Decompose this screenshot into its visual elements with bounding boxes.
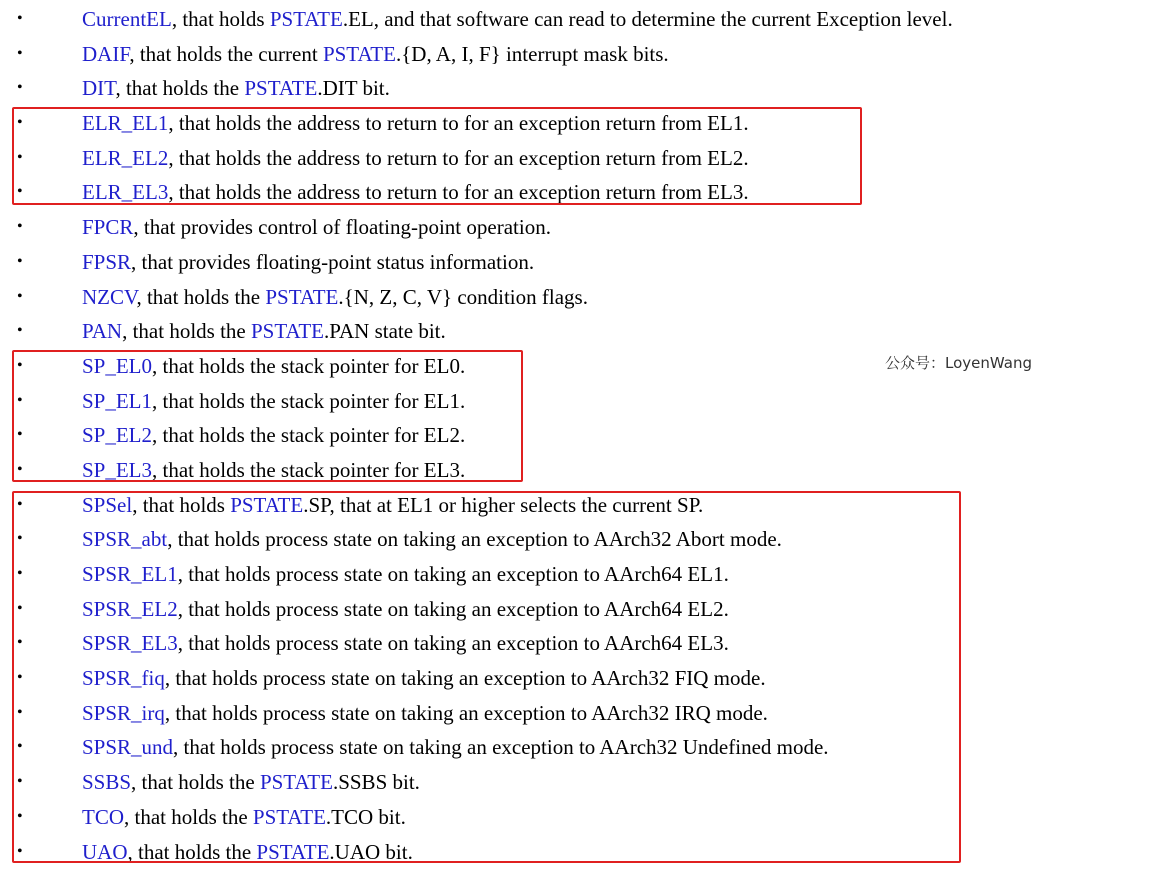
bullet-icon: • [17,773,23,791]
bullet-icon: • [17,322,23,340]
register-link[interactable]: TCO [82,804,124,829]
register-description: , that holds process state on taking an exception to AArch64 EL3. [177,631,729,656]
pstate-link[interactable]: PSTATE [252,804,326,829]
register-link[interactable]: DAIF [82,41,130,66]
bullet-icon: • [17,252,23,270]
pstate-field-description: .PAN state bit. [324,319,446,344]
item-text [82,2,953,37]
register-link[interactable]: SPSR_fiq [82,666,165,691]
register-description: , that provides control of floating-point operation. [133,215,551,240]
bullet-icon: • [17,44,23,62]
register-description: , that holds the [115,76,245,101]
register-description: , that holds process state on taking an exception to AArch32 Abort mode. [167,527,782,552]
pstate-field-description: .TCO bit. [325,804,406,829]
register-description: , that holds the stack pointer for EL2. [152,423,466,448]
register-link[interactable]: SPSR_und [82,735,174,760]
register-link[interactable]: SPSel [82,492,133,517]
register-description: , that holds the [136,284,266,309]
item-text [82,106,749,141]
register-description: , that holds the [124,804,253,829]
register-link[interactable]: SP_EL3 [82,457,153,482]
pstate-link[interactable]: PSTATE [265,284,339,309]
item-text [82,37,669,72]
bullet-icon: • [17,183,23,201]
register-link[interactable]: FPSR [82,249,132,274]
bullet-icon: • [17,530,23,548]
item-text [82,522,782,557]
pstate-field-description: .{N, Z, C, V} condition flags. [338,284,588,309]
register-link[interactable]: SP_EL0 [82,353,153,378]
item-text [82,592,729,627]
register-description: , that holds process state on taking an exception to AArch64 EL1. [177,562,729,586]
register-link[interactable]: SPSR_EL2 [82,596,178,621]
pstate-link[interactable]: PSTATE [251,319,324,344]
register-description: , that holds [132,492,231,517]
item-text [82,488,703,523]
item-text [82,245,534,280]
pstate-link[interactable]: PSTATE [259,770,333,795]
register-link[interactable]: SPSR_EL1 [82,562,178,586]
item-text [82,835,413,870]
bullet-icon: • [17,460,23,478]
register-link[interactable]: SPSR_EL3 [82,631,178,656]
item-text [82,765,420,800]
register-link[interactable]: SP_EL1 [82,388,153,413]
pstate-field-description: .{D, A, I, F} interrupt mask bits. [395,41,669,66]
pstate-field-description: .UAO bit. [329,839,413,864]
watermark: 公众号：LoyenWang [885,354,1032,372]
bullet-icon: • [17,79,23,97]
bullet-icon: • [17,807,23,825]
register-description: , that holds process state on taking an exception to AArch32 IRQ mode. [164,700,768,725]
register-link[interactable]: CurrentEL [82,7,172,31]
item-text [82,71,390,106]
item-text [82,418,465,453]
register-link[interactable]: SPSR_irq [82,700,165,725]
register-description: , that holds the address to return to for an exception return from EL2. [168,145,749,170]
register-description: , that holds the stack pointer for EL0. [152,353,466,378]
register-description: , that holds the current [129,41,323,66]
item-text [82,384,465,419]
item-text [82,280,588,315]
item-text [82,175,749,210]
register-link[interactable]: ELR_EL3 [82,180,169,205]
bullet-icon: • [17,565,23,582]
register-description: , that holds process state on taking an exception to AArch64 EL2. [177,596,729,621]
register-link[interactable]: NZCV [82,284,137,309]
bullet-icon: • [17,218,23,236]
pstate-field-description: .SP, that at EL1 or higher selects the current SP. [303,492,704,517]
item-text [82,730,829,765]
register-link[interactable]: PAN [82,319,123,344]
register-link[interactable]: FPCR [82,215,134,240]
register-link[interactable]: SSBS [82,770,132,795]
bullet-icon: • [17,495,23,513]
register-description: , that holds the [127,839,257,864]
bullet-icon: • [17,738,23,756]
register-description: , that holds the [131,770,260,795]
item-text [82,453,465,488]
bullet-icon: • [17,356,23,374]
register-description: , that holds the [122,319,251,344]
bullet-icon: • [17,148,23,166]
item-text [82,314,446,349]
register-link[interactable]: ELR_EL1 [82,111,169,136]
register-link[interactable]: SPSR_abt [82,527,168,552]
item-text [82,661,766,696]
pstate-field-description: .EL, and that software can read to determine the current Exception level. [342,7,953,31]
item-text [82,349,465,384]
pstate-link[interactable]: PSTATE [244,76,318,101]
item-text [82,800,406,835]
register-description: , that holds process state on taking an exception to AArch32 FIQ mode. [164,666,766,691]
bullet-icon: • [17,391,23,409]
register-link[interactable]: DIT [82,76,116,101]
bullet-icon: • [17,10,23,27]
item-text [82,557,729,592]
pstate-link[interactable]: PSTATE [230,492,304,517]
bullet-icon: • [17,669,23,687]
bullet-icon: • [17,426,23,444]
item-text [82,141,749,176]
register-link[interactable]: UAO [82,839,128,864]
register-description: , that holds the address to return to for an exception return from EL3. [168,180,749,205]
bullet-icon: • [17,114,23,132]
pstate-link[interactable]: PSTATE [269,7,343,31]
item-text [82,626,729,661]
item-text [82,696,768,731]
bullet-icon: • [17,703,23,721]
bullet-icon: • [17,599,23,617]
pstate-field-description: .SSBS bit. [332,770,420,795]
bullet-icon: • [17,842,23,860]
pstate-link[interactable]: PSTATE [322,41,396,66]
register-link[interactable]: ELR_EL2 [82,145,169,170]
register-link[interactable]: SP_EL2 [82,423,153,448]
register-description: , that holds [171,7,270,31]
register-description: , that holds the stack pointer for EL1. [152,388,466,413]
register-description: , that holds process state on taking an exception to AArch32 Undefined mode. [173,735,829,760]
bullet-icon: • [17,634,23,652]
register-description: , that holds the stack pointer for EL3. [152,457,466,482]
pstate-link[interactable]: PSTATE [256,839,330,864]
item-text [82,210,551,245]
register-description: , that provides floating-point status information. [131,249,535,274]
bullet-icon: • [17,287,23,305]
pstate-field-description: .DIT bit. [317,76,390,101]
register-description: , that holds the address to return to for an exception return from EL1. [168,111,749,136]
